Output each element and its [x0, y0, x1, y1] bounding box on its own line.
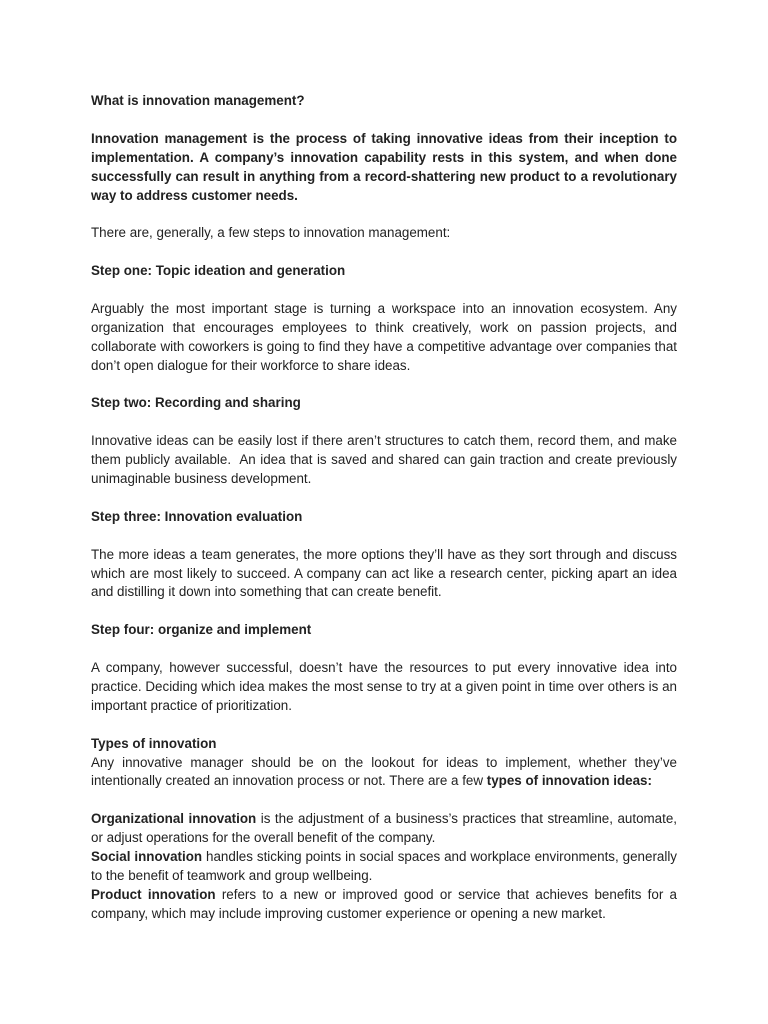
types-item-text: handles sticking points in social spaces and workplace environments, generally to the benefit of teamwork and group wellbeing. [91, 849, 677, 883]
step-three-heading: Step three: Innovation evaluation [91, 508, 303, 524]
step-one-heading: Step one: Topic ideation and generation [91, 263, 346, 279]
document-title: What is innovation management? [91, 93, 305, 108]
types-item-term: Social innovation [91, 849, 203, 865]
step-two-heading: Step two: Recording and sharing [91, 395, 301, 411]
intro-paragraph: Innovation management is the process of taking innovative ideas from their inception to implementation. A company’s innovation capability rests in this system, and when done successfully can result in anything from a record-shattering new product to a revolutionary way to address customer needs. [91, 130, 677, 203]
types-item-product [91, 886, 677, 924]
steps-intro: There are, generally, a few steps to innovation management: [91, 225, 451, 241]
types-item-text: is the adjustment of a business’s practices that streamline, automate, or adjust operations for the overall benefit of the company. [91, 811, 677, 846]
types-item-social [91, 848, 677, 886]
step-four-body: A company, however successful, doesn’t have the resources to put every innovative idea into practice. Deciding which idea makes the most sense to try at a given point in time over others is an important practice of prioritization. [91, 660, 677, 713]
step-two-body: Innovative ideas can be easily lost if there aren’t structures to catch them, record them, and make them publicly available. An idea that is saved and shared can gain traction and create previously unimaginable business development. [91, 433, 681, 487]
step-three-body: The more ideas a team generates, the more options they’ll have as they sort through and discuss which are most likely to succeed. A company can act like a research center, picking apart an idea and distilling it down into something that can create benefit. [91, 546, 677, 600]
types-item-term: Organizational innovation [91, 811, 257, 827]
step-four-heading: Step four: organize and implement [91, 622, 312, 638]
types-item-text: refers to a new or improved good or service that achieves benefits for a company, which may include improving customer experience or opening a new market. [91, 886, 678, 921]
types-body-bold: types of innovation ideas: [486, 773, 652, 789]
types-body [91, 754, 677, 792]
types-item-term: Product innovation [91, 886, 216, 902]
types-heading: Types of innovation [91, 735, 217, 751]
types-item-organizational [91, 810, 677, 848]
types-body-text: Any innovative manager should be on the lookout for ideas to implement, whether they’ve intentionally created an innovation process or not. There are a few [91, 754, 677, 789]
document-page [91, 92, 681, 924]
step-one-body: Arguably the most important stage is turning a workspace into an innovation ecosystem. Any organization that encourages employees to think creatively, work on passion projects, and collaborate with coworkers is going to find they have a competitive advantage over companies that don’t open dialogue for their workforce to share ideas. [91, 300, 677, 373]
